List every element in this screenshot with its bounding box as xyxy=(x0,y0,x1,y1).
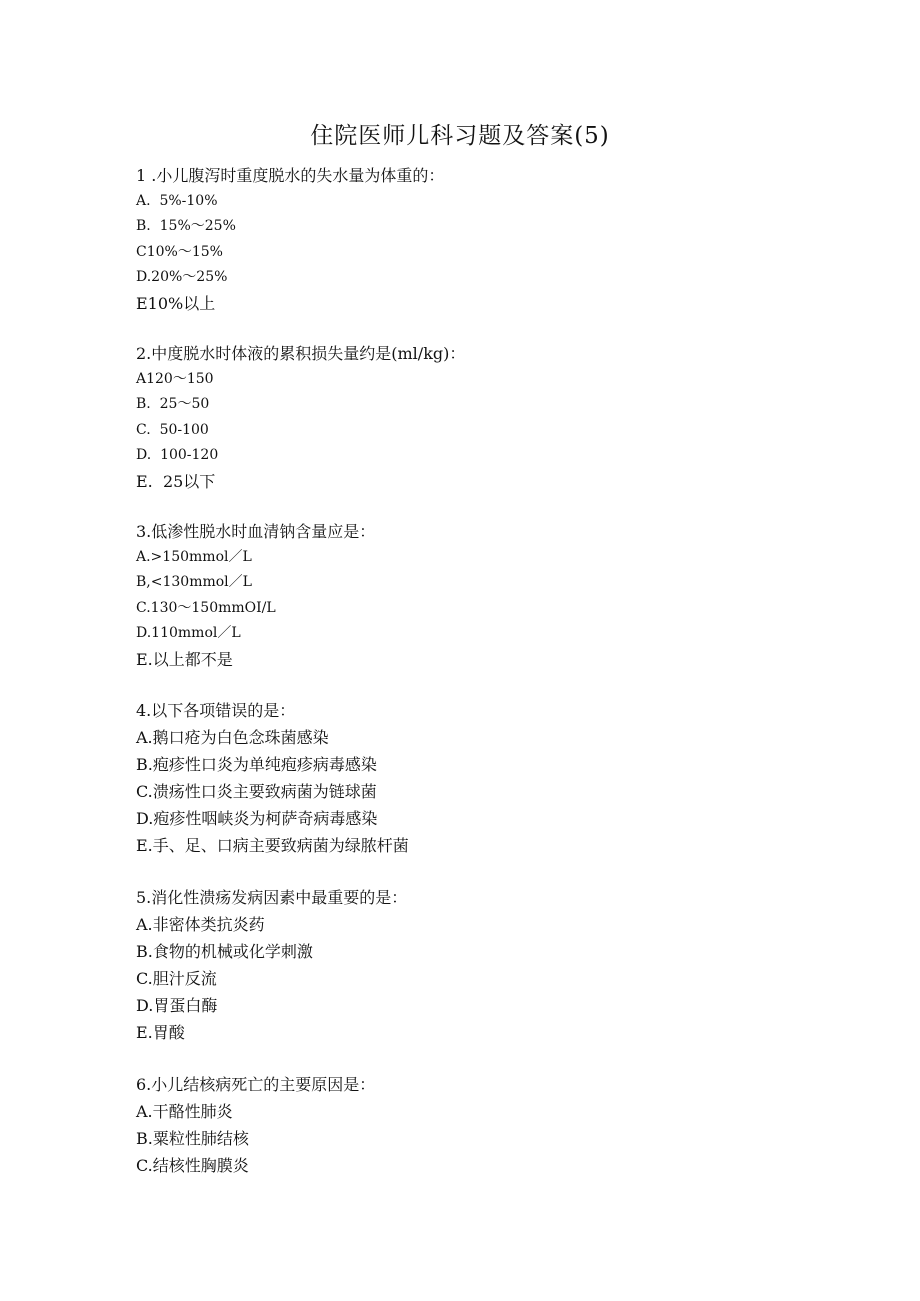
option-c: C.胆汁反流 xyxy=(136,969,217,988)
option-c: C.130～150mmOI/L xyxy=(136,599,276,616)
question-list xyxy=(136,163,836,1204)
option-a: A120～150 xyxy=(136,370,214,387)
option-c: C.结核性胸膜炎 xyxy=(136,1156,249,1175)
question-stem: 2.中度脱水时体液的累积损失量约是(ml/kg)： xyxy=(136,344,466,363)
document-title: 住院医师儿科习题及答案(5) xyxy=(310,123,610,149)
option-d: D.20%～25% xyxy=(136,269,228,285)
option-c: C10%～15% xyxy=(136,243,223,260)
option-b: B.粟粒性肺结核 xyxy=(136,1129,249,1148)
option-b: B.食物的机械或化学刺激 xyxy=(136,942,313,961)
option-b: B,<130mmol／L xyxy=(136,574,252,590)
option-c: C.溃疡性口炎主要致病菌为链球菌 xyxy=(136,782,377,801)
question-stem: 6.小儿结核病死亡的主要原因是： xyxy=(136,1075,376,1094)
question-3 xyxy=(136,519,836,672)
question-2 xyxy=(136,341,836,494)
option-d: D.疱疹性咽峡炎为柯萨奇病毒感染 xyxy=(136,809,378,828)
option-a: A.鹅口疮为白色念珠菌感染 xyxy=(136,728,329,747)
option-b: B. 15%～25% xyxy=(136,218,236,234)
option-a: A.干酪性肺炎 xyxy=(136,1102,233,1121)
option-a: A.非密体类抗炎药 xyxy=(136,915,265,934)
option-e: E.手、足、口病主要致病菌为绿脓杆菌 xyxy=(136,836,409,855)
option-d: D. 100-120 xyxy=(136,447,219,463)
option-a: A. 5%-10% xyxy=(136,192,218,209)
option-e: E.胃酸 xyxy=(136,1023,185,1042)
question-1 xyxy=(136,163,836,316)
question-stem: 3.低渗性脱水时血清钠含量应是： xyxy=(136,522,376,541)
option-d: D.胃蛋白酶 xyxy=(136,996,218,1015)
question-stem: 5.消化性溃疡发病因素中最重要的是： xyxy=(136,888,408,907)
question-4 xyxy=(136,697,836,859)
option-b: B.疱疹性口炎为单纯疱疹病毒感染 xyxy=(136,755,377,774)
option-e: E10%以上 xyxy=(136,293,216,313)
question-stem: 1 .小儿腹泻时重度脱水的失水量为体重的： xyxy=(136,166,445,185)
option-a: A.>150mmol／L xyxy=(136,548,252,565)
option-d: D.110mmol／L xyxy=(136,625,241,641)
question-stem: 4.以下各项错误的是： xyxy=(136,701,296,720)
option-e: E.以上都不是 xyxy=(136,649,233,669)
option-c: C. 50-100 xyxy=(136,421,209,438)
option-b: B. 25～50 xyxy=(136,396,210,412)
option-e: E. 25以下 xyxy=(136,471,216,491)
question-5 xyxy=(136,884,836,1046)
question-6 xyxy=(136,1071,836,1179)
